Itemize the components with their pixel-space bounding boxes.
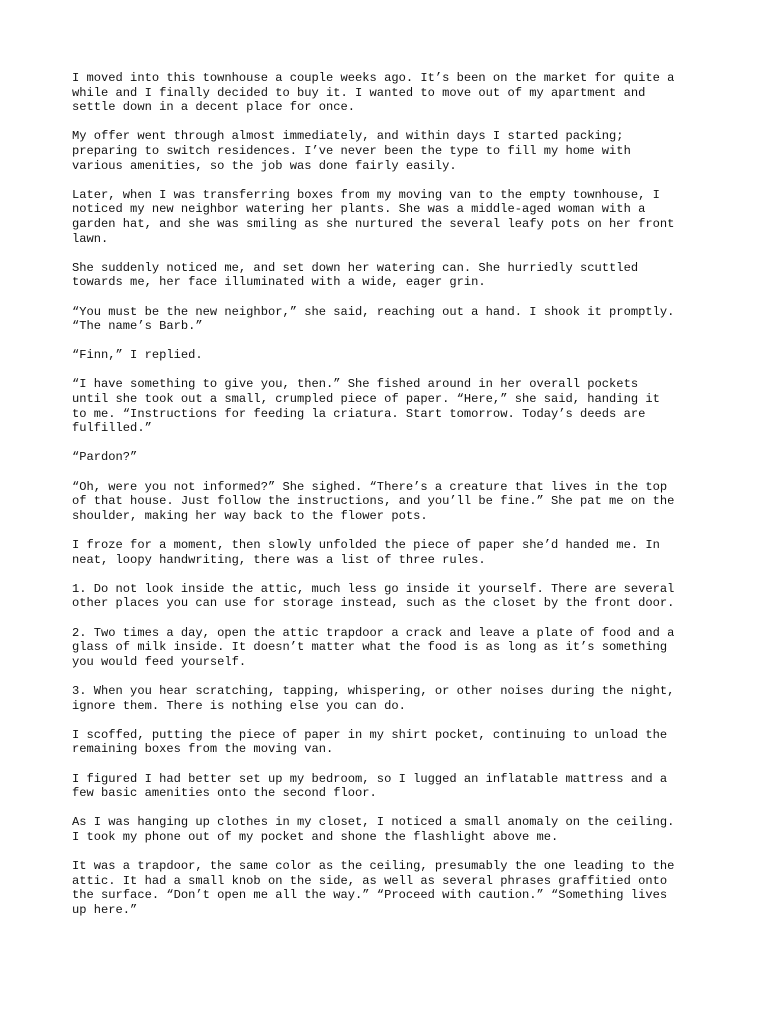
paragraph: “I have something to give you, then.” She fished around in her overall pockets until she took out a small, crumpled piece of paper. “Here,” she said, handing it to me. “Instructions for feeding la criatura. Start tomorrow. Today’s deeds are fulfilled.”	[72, 377, 660, 436]
paragraph: It was a trapdoor, the same color as the ceiling, presumably the one leading to the attic. It had a small knob on the side, as well as several phrases graffitied onto the surface. “Don’t open me all the way.” “Proceed with caution.” “Something lives up here.”	[72, 859, 675, 917]
rule-item: 3. When you hear scratching, tapping, whispering, or other noises during the night, ignore them. There is nothing else you can do.	[72, 683, 675, 713]
paragraph: I scoffed, putting the piece of paper in my shirt pocket, continuing to unload the remaining boxes from the moving van.	[72, 727, 668, 757]
paragraph: My offer went through almost immediately, and within days I started packing; preparing to switch residences. I’ve never been the type to fill my home with various amenities, so the job was done fairly easily.	[72, 129, 631, 173]
paragraph: I moved into this townhouse a couple weeks ago. It’s been on the market for quite a while and I finally decided to buy it. I wanted to move out of my apartment and settle down in a decent place for once.	[72, 71, 675, 115]
paragraph: As I was hanging up clothes in my closet, I noticed a small anomaly on the ceiling. I took my phone out of my pocket and shone the flashlight above me.	[72, 815, 675, 844]
paragraph: I figured I had better set up my bedroom, so I lugged an inflatable mattress and a few basic amenities onto the second floor.	[72, 771, 668, 801]
paragraph: She suddenly noticed me, and set down her watering can. She hurriedly scuttled towards me, her face illuminated with a wide, eager grin.	[72, 260, 639, 290]
paragraph: I froze for a moment, then slowly unfolded the piece of paper she’d handed me. In neat, loopy handwriting, there was a list of three rules.	[72, 538, 660, 567]
paragraph: “Oh, were you not informed?” She sighed. “There’s a creature that lives in the top of that house. Just follow the instructions, and you’ll be fine.” She pat me on the shoulder, making her way back to the flower pots.	[72, 479, 675, 523]
document-page	[72, 71, 702, 932]
paragraph: Later, when I was transferring boxes from my moving van to the empty townhouse, I noticed my new neighbor watering her plants. She was a middle-aged woman with a garden hat, and she was smiling as she nurtured the several leafy pots on her front lawn.	[72, 187, 675, 246]
rule-item: 1. Do not look inside the attic, much less go inside it yourself. There are several other places you can use for storage instead, such as the closet by the front door.	[72, 581, 675, 611]
paragraph: “Pardon?”	[72, 450, 138, 465]
paragraph: “Finn,” I replied.	[72, 348, 203, 363]
paragraph: “You must be the new neighbor,” she said, reaching out a hand. I shook it promptly. “The name’s Barb.”	[72, 304, 675, 334]
rule-item: 2. Two times a day, open the attic trapdoor a crack and leave a plate of food and a glass of milk inside. It doesn’t matter what the food is as long as it’s something you would feed yourself.	[72, 625, 675, 669]
